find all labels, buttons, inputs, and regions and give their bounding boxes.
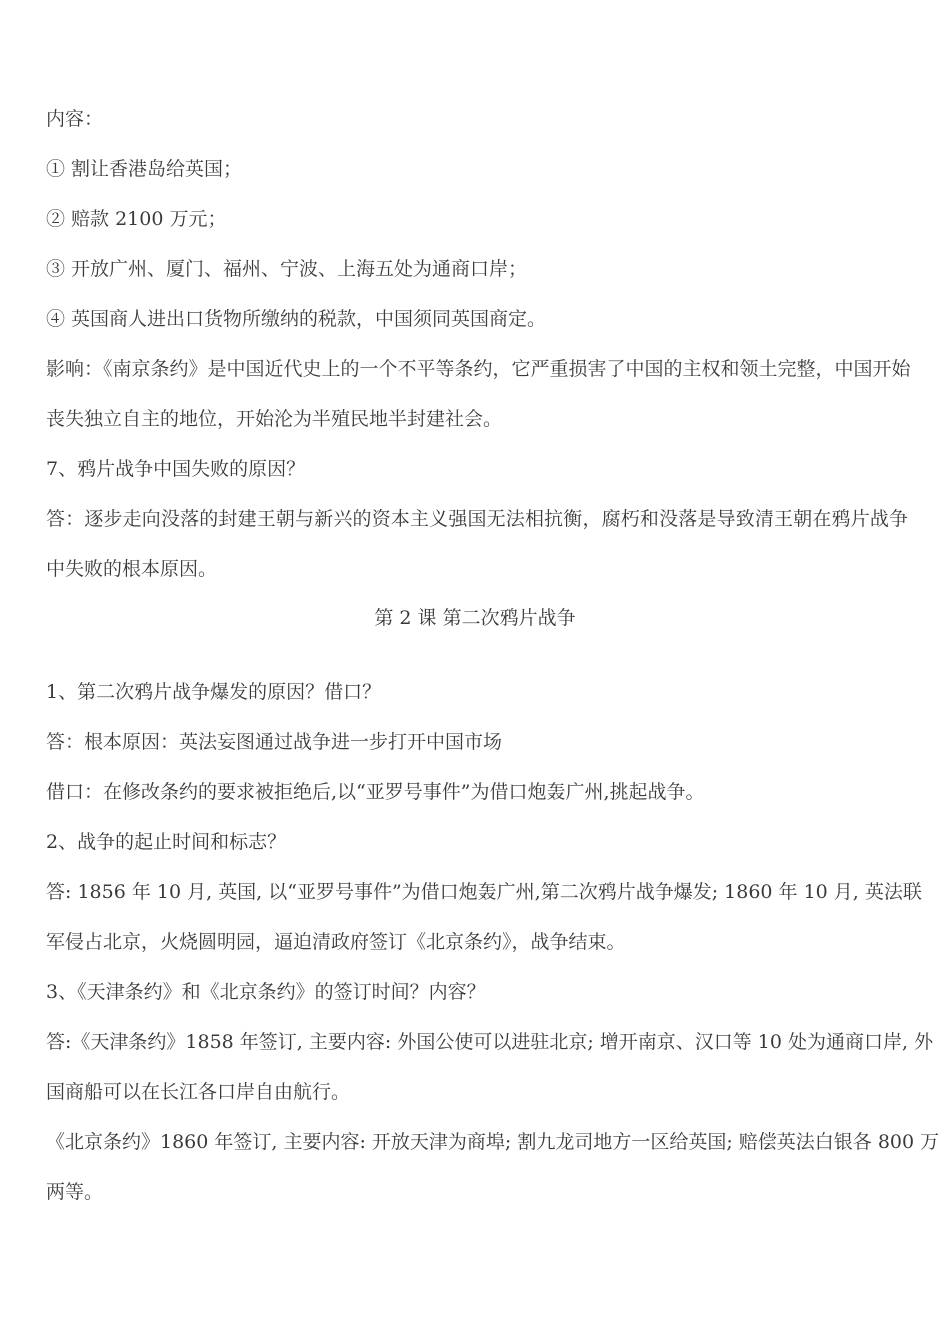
answer-line: 《北京条约》1860 年签订, 主要内容: 开放天津为商埠; 割九龙司地方一区给英国; 赔偿英法白银各 800 万 <box>46 1131 940 1153</box>
question-line: 3、《天津条约》和《北京条约》的签订时间？内容？ <box>46 981 486 1003</box>
section-title: 第 2 课 第二次鸦片战争 <box>374 607 576 629</box>
paragraph-line: 影响：《南京条约》是中国近代史上的一个不平等条约，它严重损害了中国的主权和领土完整，中国开始 <box>46 358 911 380</box>
answer-line: 国商船可以在长江各口岸自由航行。 <box>46 1081 351 1103</box>
question-line: 1、第二次鸦片战争爆发的原因？借口？ <box>46 681 382 703</box>
question-line: 7、鸦片战争中国失败的原因？ <box>46 458 306 480</box>
list-item: ① 割让香港岛给英国； <box>46 158 243 180</box>
content-heading: 内容： <box>46 108 104 130</box>
answer-line: 军侵占北京，火烧圆明园，逼迫清政府签订《北京条约》，战争结束。 <box>46 931 626 953</box>
answer-line: 答：根本原因：英法妄图通过战争进一步打开中国市场 <box>46 731 503 753</box>
question-line: 2、战争的起止时间和标志？ <box>46 831 287 853</box>
answer-line: 借口：在修改条约的要求被拒绝后,以“亚罗号事件”为借口炮轰广州,挑起战争。 <box>46 781 705 803</box>
list-item: ④ 英国商人进出口货物所缴纳的税款，中国须同英国商定。 <box>46 308 547 330</box>
answer-line: 答：逐步走向没落的封建王朝与新兴的资本主义强国无法相抗衡，腐朽和没落是导致清王朝在鸦片战争 <box>46 508 908 530</box>
answer-line: 答: 1856 年 10 月, 英国, 以“亚罗号事件”为借口炮轰广州,第二次鸦片战争爆发; 1860 年 10 月, 英法联 <box>46 881 922 903</box>
answer-line: 中失败的根本原因。 <box>46 558 218 580</box>
answer-line: 答:《天津条约》1858 年签订, 主要内容: 外国公使可以进驻北京; 增开南京、汉口等 10 处为通商口岸, 外 <box>46 1031 934 1053</box>
list-item: ② 赔款 2100 万元； <box>46 208 227 230</box>
paragraph-line: 丧失独立自主的地位，开始沦为半殖民地半封建社会。 <box>46 408 503 430</box>
list-item: ③ 开放广州、厦门、福州、宁波、上海五处为通商口岸； <box>46 258 528 280</box>
answer-line: 两等。 <box>46 1181 104 1203</box>
